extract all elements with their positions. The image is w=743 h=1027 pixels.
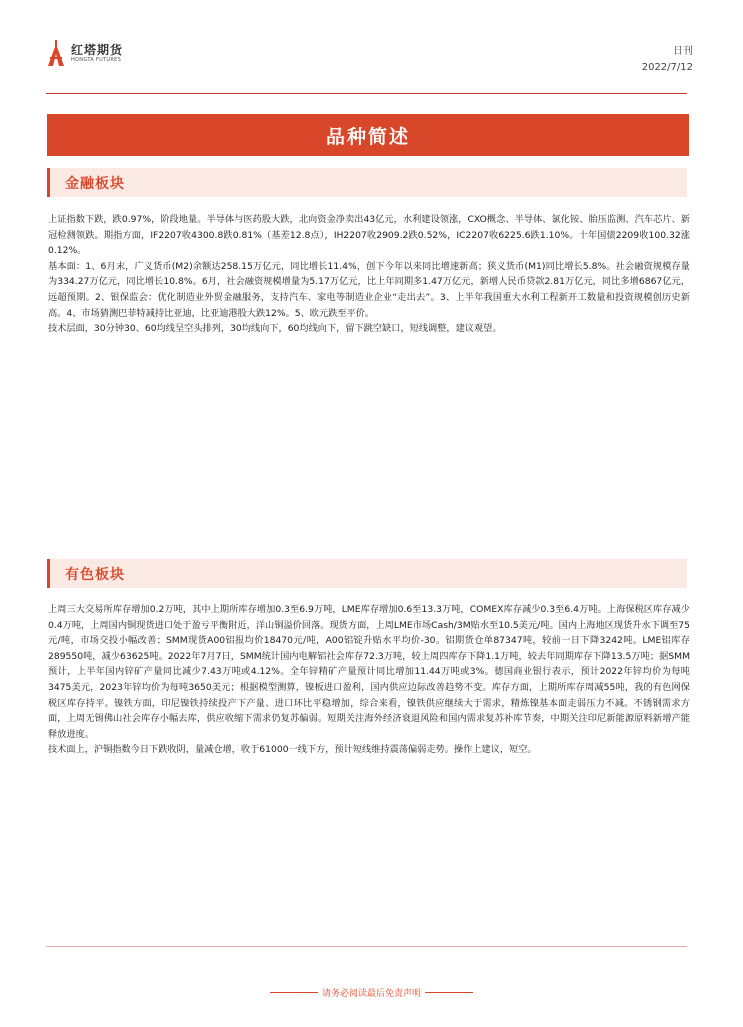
tower-logo-icon	[46, 40, 66, 66]
report-meta	[642, 44, 693, 76]
footer-dash-right	[425, 992, 473, 993]
footer	[0, 986, 743, 999]
footer-divider	[46, 946, 687, 947]
footer-dash-left	[270, 992, 318, 993]
section-body-metals	[48, 602, 690, 758]
metals-paragraph-fundamentals: 上周三大交易所库存增加0.2万吨，其中上期所库存增加0.3至6.9万吨，LME库存增加0.6至13.3万吨，COMEX库存减少0.3至6.4万吨。上海保税区库存减少0.4万吨，上周国内铜现货进口处于盈亏平衡附近，洋山铜溢价回落。现货方面，上周LME市场Cash/3M贴水至10.5美元/吨。国内上海地区现货升水下调至75元/吨，市场交投小幅改善；SMM现货A00铝报均价18470元/吨，A00铝锭升贴水平均价-30。铝期货仓单87347吨，较前一日下降3242吨。LME铝库存289550吨，减少63625吨。2022年7月7日，SMM统计国内电解铝社会库存72.3万吨，较上周四库存下降1.1万吨，较去年同期库存下降13.5万吨；据SMM预计，上半年国内锌矿产量同比减少7.43万吨或4.12%。全年锌精矿产量预计同比增加11.44万吨或3%。德国商业银行表示，预计2022年锌均价为每吨3475美元，2023年锌均价为每吨3650美元；根据模型测算，镍板进口盈利，国内供应边际改善趋势不变。库存方面，上期所库存周减55吨，我的有色网保税区库存持平。镍铁方面，印尼镍铁持续投产下产量、进口环比平稳增加，综合来看，镍铁供应继续大于需求，精炼镍基本面走弱压力不减。不锈钢需求方面，上周无锡佛山社会库存小幅去库，供应收缩下需求仍复苏偏弱。短期关注海外经济衰退风险和国内需求复苏补库节奏，中期关注印尼新能源原料新增产能释放进度。	[48, 604, 690, 740]
report-date: 2022/7/12	[641, 62, 693, 73]
finance-paragraph-technical: 技术层面，30分钟30、60均线呈空头排列，30均线向下，60均线向下，留下跳空缺口，短线调整，建议观望。	[48, 323, 502, 335]
section-accent-bar	[47, 559, 50, 588]
section-title-finance: 金融板块	[65, 175, 125, 192]
header-divider	[46, 93, 687, 94]
disclaimer-notice: 请务必阅读最后免责声明	[321, 989, 421, 999]
logo-name-en: HONGTA FUTURES	[71, 56, 122, 63]
finance-paragraph-market: 上证指数下跌，跌0.97%，阶段地量。半导体与医药股大跌，北向资金净卖出43亿元，水利建设领涨，CXO概念、半导体、氯化铵、胎压监测、汽车芯片、新冠检测领跌。期指方面，IF2207收4300.8跌0.81%（基差12.8点），IH2207收2909.2跌0.52%，IC2207收6225.6跌1.10%。十年国债2209收100.32涨0.12%。	[48, 214, 690, 257]
section-header-metals	[47, 559, 687, 588]
section-title-metals: 有色板块	[65, 566, 125, 583]
logo-name-cn: 红塔期货	[71, 42, 124, 57]
section-body-finance	[48, 212, 690, 337]
section-accent-bar	[47, 168, 50, 197]
report-type: 日刊	[673, 46, 693, 57]
page-title: 品种简述	[325, 125, 410, 148]
finance-paragraph-fundamentals: 基本面：1、6月末，广义货币(M2)余额达258.15万亿元，同比增长11.4%，创下今年以来同比增速新高；狭义货币(M1)同比增长5.8%。社会融资规模存量为334.27万亿元，同比增长10.8%。6月，社会融资规模增量为5.17万亿元，比上年同期多1.47万亿元，新增人民币贷款2.81万亿元，同比多增6867亿元，远超预期。2、银保监会：优化制造业外贸金融服务，支持汽车、家电等制造业企业“走出去”。3、上半年我国重大水利工程新开工数量和投资规模创历史新高。4、市场猜测巴菲特减持比亚迪，比亚迪港股大跌12%。5、欧元跌至平价。	[48, 260, 690, 319]
company-logo	[46, 40, 123, 66]
section-header-finance	[47, 168, 687, 197]
metals-paragraph-technical: 技术面上，沪铜指数今日下跌收阴，量减仓增，收于61000一线下方，预计短线维持震荡偏弱走势。操作上建议，短空。	[48, 744, 537, 756]
page-title-banner	[47, 114, 689, 156]
